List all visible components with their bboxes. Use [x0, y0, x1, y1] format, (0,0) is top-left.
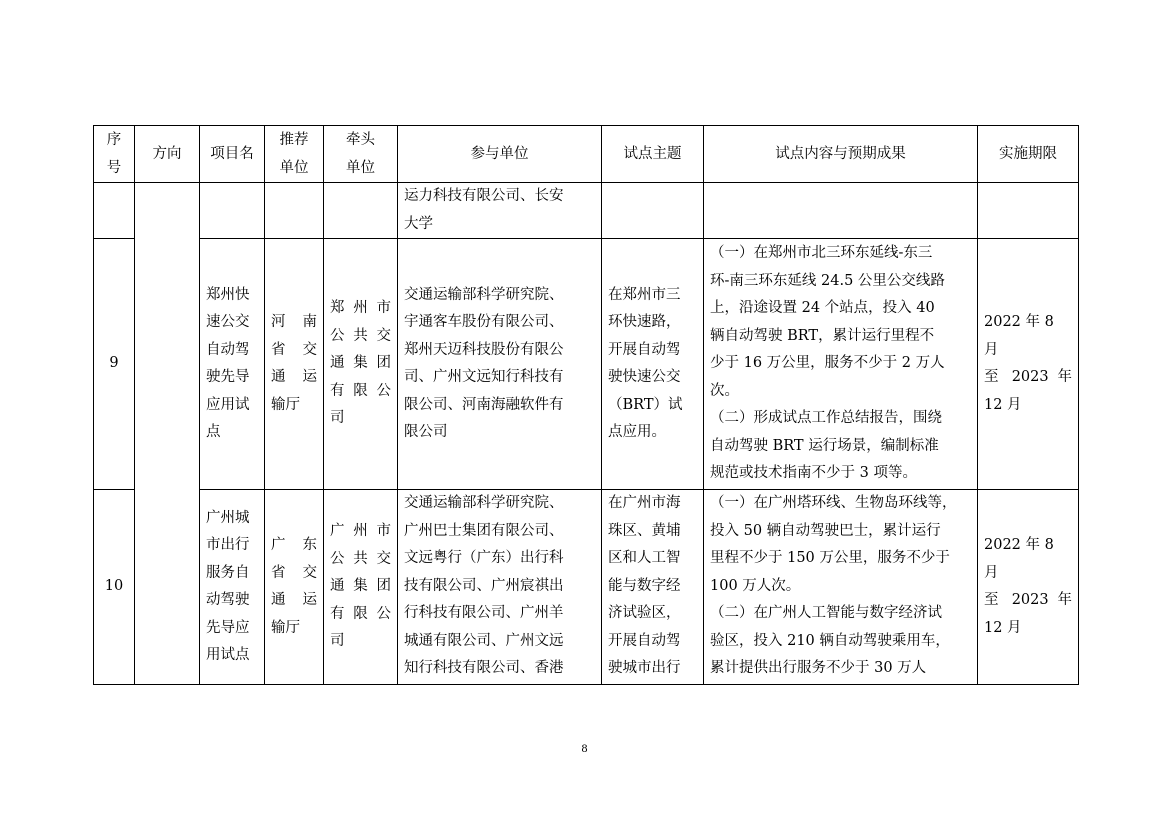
cont-no	[94, 183, 135, 239]
row-lead: 郑州市 公共交 通集团 有限公 司	[324, 239, 398, 490]
continuation-row	[94, 183, 1079, 239]
row-participants: 交通运输部科学研究院、 广州巴士集团有限公司、 文远粤行（广东）出行科 技有限公司、广州宸祺出 行科技有限公司、广州羊 城通有限公司、广州文远 知行科技有限公司、香港	[398, 490, 602, 685]
table-row	[94, 239, 1079, 490]
cont-participants: 运力科技有限公司、长安 大学	[398, 183, 602, 239]
row-content: （一）在广州塔环线、生物岛环线等， 投入 50 辆自动驾驶巴士，累计运行 里程不少于 150 万公里，服务不少于 100 万人次。 （二）在广州人工智能与数字经济试 验区，投入 210 辆自动驾驶乘用车， 累计提供出行服务不少于 30 万人	[704, 490, 978, 685]
row-theme: 在广州市海 珠区、黄埔 区和人工智 能与数字经 济试验区， 开展自动驾 驶城市出行	[602, 490, 704, 685]
header-lead: 牵头 单位	[324, 126, 398, 183]
header-direction: 方向	[135, 126, 200, 183]
row-recommender: 河 南 省 交 通 运 输厅	[265, 239, 324, 490]
header-project: 项目名	[200, 126, 265, 183]
row-no: 10	[94, 490, 135, 685]
header-no: 序 号	[94, 126, 135, 183]
cont-theme	[602, 183, 704, 239]
header-row	[94, 126, 1079, 183]
row-no: 9	[94, 239, 135, 490]
row-period: 2022 年 8 月 至 2023 年 12 月	[978, 490, 1079, 685]
cont-recommender	[265, 183, 324, 239]
header-participants: 参与单位	[398, 126, 602, 183]
header-content: 试点内容与预期成果	[704, 126, 978, 183]
cont-content	[704, 183, 978, 239]
table-row	[94, 490, 1079, 685]
cont-period	[978, 183, 1079, 239]
row-recommender: 广 东 省 交 通 运 输厅	[265, 490, 324, 685]
row-content: （一）在郑州市北三环东延线-东三 环-南三环东延线 24.5 公里公交线路 上，沿途设置 24 个站点，投入 40 辆自动驾驶 BRT，累计运行里程不 少于 16 万公里，服务不少于 2 万人 次。 （二）形成试点工作总结报告，围绕 自动驾驶 BRT 运行场景，编制标准 规范或技术指南不少于 3 项等。	[704, 239, 978, 490]
header-recommender: 推荐 单位	[265, 126, 324, 183]
row-project: 郑州快 速公交 自动驾 驶先导 应用试 点	[200, 239, 265, 490]
cont-project	[200, 183, 265, 239]
row-period: 2022 年 8 月 至 2023 年 12 月	[978, 239, 1079, 490]
header-period: 实施期限	[978, 126, 1079, 183]
direction-cell	[135, 183, 200, 685]
row-project: 广州城 市出行 服务自 动驾驶 先导应 用试点	[200, 490, 265, 685]
row-participants: 交通运输部科学研究院、 宇通客车股份有限公司、 郑州天迈科技股份有限公 司、广州文远知行科技有 限公司、河南海融软件有 限公司	[398, 239, 602, 490]
header-theme: 试点主题	[602, 126, 704, 183]
pilot-projects-table	[93, 125, 1079, 685]
page-number: 8	[581, 741, 588, 755]
row-theme: 在郑州市三 环快速路， 开展自动驾 驶快速公交 （BRT）试 点应用。	[602, 239, 704, 490]
cont-lead	[324, 183, 398, 239]
row-lead: 广州市 公共交 通集团 有限公 司	[324, 490, 398, 685]
